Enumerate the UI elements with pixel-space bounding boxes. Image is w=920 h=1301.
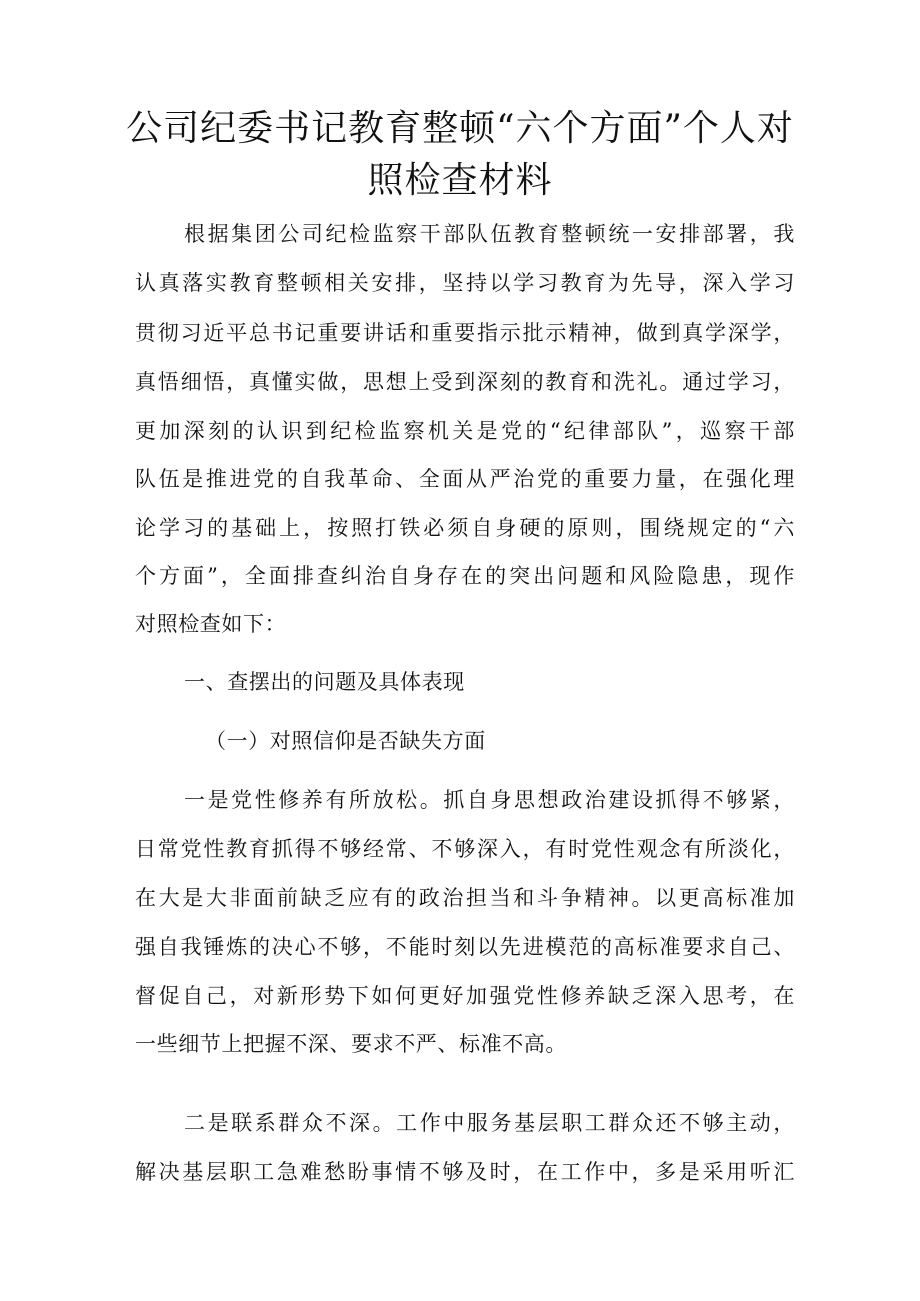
paragraph-line: 解决基层职工急难愁盼事情不够及时，在工作中，多是采用听汇 — [135, 1160, 795, 1184]
paragraph-line: 督促自己，对新形势下如何更好加强党性修养缺乏深入思考，在 — [135, 984, 795, 1008]
intro-line: 队伍是推进党的自我革命、全面从严治党的重要力量，在强化理 — [135, 467, 795, 491]
intro-line: 真悟细悟，真懂实做，思想上受到深刻的教育和洗礼。通过学习， — [135, 370, 795, 394]
paragraph-line: 日常党性教育抓得不够经常、不够深入，有时党性观念有所淡化， — [135, 837, 795, 861]
subsection-heading: （一）对照信仰是否缺失方面 — [205, 729, 486, 753]
intro-line: 认真落实教育整顿相关安排，坚持以学习教育为先导，深入学习 — [135, 271, 795, 295]
intro-line: 根据集团公司纪检监察干部队伍教育整顿统一安排部署，我 — [184, 222, 795, 246]
paragraph-line: 一是党性修养有所放松。抓自身思想政治建设抓得不够紧， — [184, 788, 795, 812]
document-title-line-1: 公司纪委书记教育整顿“六个方面”个人对 — [126, 108, 794, 149]
intro-line: 论学习的基础上，按照打铁必须自身硬的原则，围绕规定的“六 — [135, 516, 795, 540]
intro-line: 更加深刻的认识到纪检监察机关是党的“纪律部队”，巡察干部 — [135, 419, 795, 443]
intro-line: 贯彻习近平总书记重要讲话和重要指示批示精神，做到真学深学， — [135, 321, 795, 345]
intro-line: 对照检查如下： — [135, 612, 287, 636]
section-heading: 一、查摆出的问题及具体表现 — [184, 670, 465, 694]
paragraph-line: 二是联系群众不深。工作中服务基层职工群众还不够主动， — [184, 1111, 795, 1135]
paragraph-line: 在大是大非面前缺乏应有的政治担当和斗争精神。以更高标准加 — [135, 886, 795, 910]
paragraph-line: 一些细节上把握不深、要求不严、标准不高。 — [135, 1032, 567, 1056]
intro-line: 个方面”，全面排查纠治自身存在的突出问题和风险隐患，现作 — [135, 564, 795, 588]
document-title-line-2: 照检查材料 — [367, 160, 553, 201]
paragraph-line: 强自我锤炼的决心不够，不能时刻以先进模范的高标准要求自己、 — [135, 935, 795, 959]
